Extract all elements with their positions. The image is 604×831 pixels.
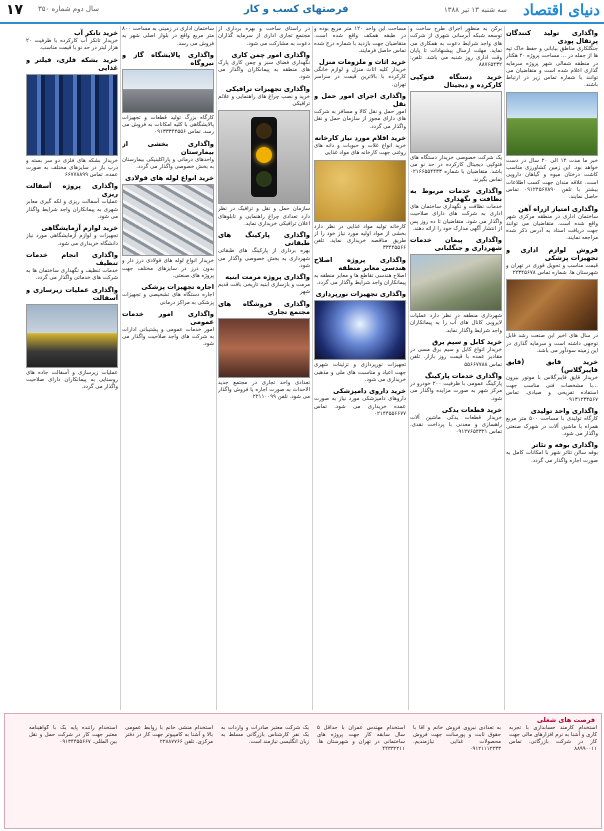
article-body: امور حمل و نقل کالا و مسافر به شرکت های دارای مجوز از سازمان حمل و نقل واگذار می گردد. [314,109,406,130]
classified-ad: استخدام منشی خانم با روابط عمومی بالا و آشنا به کامپیوتر جهت کار در دفتر مرکزی. تلفن ۲۲۸۸۷۷۶۶ [125,725,213,745]
article-headline: فروش لوازم اداری و تجهیزات پزشکی [506,245,598,262]
article-headline: واگذاری امتیاز ازراه آهن [518,204,598,213]
text-column [218,26,310,710]
classified-ad: استخدام مهندس عمران با حداقل ۵ سال سابقه کار جهت پروژه های ساختمانی در تهران و شهرستان ها. ۴۴۳۳۲۲۱۱ [317,725,405,752]
traffic-light-photo [218,110,310,204]
page-number: ۱۷ [6,2,24,18]
article-headline: واگذاری پیمان خدمات شهرداری و جنگلبانی [410,236,502,253]
article-body: بوفه سالن تئاتر شهر با امکانات کامل به صورت اجاره واگذار می گردد. [506,450,598,464]
issue-number: سال دوم شماره ۳۵۰ [38,5,99,13]
article-body: یک شرکت خصوصی خریدار دستگاه های فتوکپی دیجیتال کارکرده در حد نو می باشد. متقاضیان با شماره ۰۲۱۶۶۵۵۴۴۳۳ تماس بگیرند. [410,154,502,183]
article-headline: واگذاری فروشگاه های مجتمع تجاری [218,299,310,316]
publication-date: سه شنبه ۱۳ تیر ۱۳۸۸ [444,6,507,14]
article-body: خرید و نصب چراغ های راهنمایی و علائم ترافیکی [218,93,310,108]
article-headline: واگذاری امور خدمات عمومی [122,309,214,326]
column-divider [312,26,313,710]
article-body: جنگلکاری مناطق بیابانی و حفظ خاک تپه ها از جمله در ... مساحت پروژه ۲۰ هکتار در منطقه شمالی شهر پروژه سرمایه گذاری اعلام شده است و متقاضیان می توانند با شماره تماس زیر در ارتباط باشند. [506,46,598,89]
article-body: قیمت مناسب و تحویل فوری در تهران و شهرستان ها. شماره تماس ۲۲۳۴۵۶۷۸ [506,262,598,277]
article-body: برکن به منظور اجرای طرح ساخت و توسعه شبکه آبرسانی شهری از شرکت های واجد شرایط دعوت به همکاری می نماید. مهلت ارسال پیشنهادات تا پایان وقت اداری روز شنبه می باشد. تلفن: ۸۸۷۶۵۴۳۲ [410,26,502,69]
article-body: کارگاه بزرگ تولید قطعات و تجهیزات پالایشگاهی با کلیه امکانات به فروش می رسد. تماس ۰۹۱۳۳۳۴۴۵۵۶ [122,114,214,136]
article-body: اصلاح هندسی تقاطع ها و معابر منطقه به پیمانکاران واجد شرایط واگذار می گردد. [314,272,406,287]
article-body: کارگاه تولیدی با مساحت ۵۰۰ متر مربع همراه با ماشین آلات در شهرک صنعتی واگذار می شود. [506,416,598,438]
article-headline: واگذاری واحد تولیدی [530,407,598,416]
article-headline: واگذاری عملیات زیرسازی و آسفالت [26,285,118,302]
article-body: امور خدمات عمومی و پشتیبانی ادارات به شرکت های واجد صلاحیت واگذار می شود. [122,326,214,348]
text-column [26,26,118,710]
article-body: عملیات زیرسازی و آسفالت جاده های روستایی به پیمانکاران دارای صلاحیت واگذار می گردد. [26,369,118,391]
article-body: واحدهای درمانی و پاراکلینیکی بیمارستان به بخش خصوصی واگذار می گردد. [122,156,214,171]
article-headline: اجاره تجهیزات پزشکی [141,283,214,292]
page-header [0,0,604,24]
article-headline: واگذاری تجهیزات نورپردازی [315,290,406,299]
article-body: خدمات تنظیف و نگهداری ساختمان ها به شرکت های خدماتی واگذار می گردد. [26,267,118,282]
article-headline: واگذاری پروژه آسفالت ریزی [26,182,118,199]
article-headline: واگذاری تجهیزات ترافیکی [225,84,310,93]
column-divider [408,26,409,710]
article-body: خریدار کلیه اثاث منزل و لوازم خانگی کارکرده با بالاترین قیمت در سراسر تهران. [314,67,406,88]
article-headline: واگذاری پروژه مرمت ابنیه [225,273,310,282]
classified-ad: استخدام کارمند حسابداری با تجربه کاری و آشنا به نرم افزارهای مالی جهت کار در شرکت بازرگانی. تماس ۸۸۹۹۰۰۱۱ [509,725,597,752]
refinery-photo [122,69,214,113]
article-body: خریدار قایق فایبرگلاس با موتور بیرون ...با مشخصات فنی مناسب جهت استفاده تفریحی و صیادی. تماس ۰۹۱۳۱۲۳۴۵۶۷ [506,375,598,404]
wood-photo [506,279,598,331]
article-body: خریدار بشکه های فلزی دو سر بسته و درب باز در سایزهای مختلف به صورت عمده. تماس ۶۶۷۷۸۸۹۹ [26,157,118,179]
article-headline: خرید اقلام مورد نیاز کارخانه [314,133,406,142]
article-headline: واگذاری امور چمن کاری [231,50,310,59]
canal-photo [410,254,502,311]
classified-ad: یک شرکت معتبر صادرات و واردات به یک نفر کارشناس بازرگانی مسلط به زبان انگلیسی نیازمند است. [221,725,309,745]
article-body: خریدار انواع کابل و سیم برق مسی در مقادیر عمده با قیمت روز بازار. تلفن تماس ۵۵۶۶۷۷۸۸ [410,347,502,368]
article-body: بهره برداری از پارکینگ های طبقاتی شهرداری به بخش خصوصی واگذار می شود. [218,248,310,269]
article-headline: خرید کابل و سیم برق [432,338,502,347]
article-body: عملیات آسفالت ریزی و لکه گیری معابر شهری به پیمانکاران واجد شرایط واگذار می شود. [26,199,118,221]
article-headline: واگذاری اجرای امور حمل و نقل [314,92,406,109]
article-body: داروهای دامپزشکی مورد نیاز به صورت عمده خریداری می شود. تماس ۰۲۱۴۴۵۵۶۶۷۷ [314,396,406,417]
article-body: سازمان حمل و نقل و ترافیک در نظر دارد تعدادی چراغ راهنمایی و تابلوهای اعلان ترافیکی خریداری نماید. [218,206,310,227]
article-headline: خرید دستگاه فتوکپی کارکرده و دیجیتال [410,72,502,89]
lights-photo [314,300,406,360]
article-headline: واگذاری خدمات پارکینگ [424,371,502,380]
article-body: ساختمان اداری در زمینی به مساحت ۸۰۰ متر مربع واقع در بلوار اصلی شهر به فروش می رسد. [122,26,214,47]
article-headline: خرید قایق (قایق فایبرگلاس) [506,358,598,375]
article-headline: واگذاری پروژه اصلاح هندسی معابر منطقه [314,255,406,272]
column-divider [216,26,217,710]
text-column [410,26,502,710]
article-headline: خرید لوازم آزمایشگاهی [41,224,118,233]
article-headline: واگذاری انجام خدمات تنظیف [26,250,118,267]
article-body: تجهیزات نورپردازی و تزئینات شهری جهت اعیاد و مناسبت های ملی و مذهبی خریداری می شود. [314,362,406,383]
mall-photo [218,318,310,378]
article-body: خریدار تانکر آب کارکرده با ظرفیت ۲۰ هزار لیتر در حد نو با قیمت مناسب. [26,38,118,52]
article-body: خدمات نظافت و نگهداری ساختمان های اداری به شرکت های دارای صلاحیت واگذار می شود. متقاضیان تا ده روز پس از انتشار آگهی مدارک خود را ارائه دهند. [410,203,502,232]
ads-title: فرصت های شغلی [536,716,595,724]
column-divider [504,26,505,710]
pipes-photo [122,184,214,256]
article-headline: واگذاری بوفه و تئاتر [531,441,598,450]
article-body: شهرداری منطقه در نظر دارد عملیات لایروبی کانال های آب را به پیمانکاران واجد شرایط واگذار نماید. [410,313,502,334]
section-title: فرصتهای کسب و کار [244,4,349,15]
article-headline: خرید قطعات یدکی [441,405,502,414]
article-headline: خرید بشکه فلزی، فیلتر و غذایی [26,55,118,72]
article-body: تجهیزات و لوازم آزمایشگاهی مورد نیاز دانشگاه خریداری می شود. [26,233,118,247]
article-body: در راستای ساخت و بهره برداری از مجتمع تجاری اداری از سرمایه گذاران دعوت به مشارکت می شود. [218,26,310,47]
article-headline: خرید تانکر آب [74,29,118,37]
classified-ads-box [4,713,602,829]
barrels-photo [26,74,118,156]
article-body: مرمت و بازسازی ابنیه تاریخی بافت قدیم شهر [218,282,310,296]
article-body: خریدار قطعات یدکی ماشین آلات راهسازی و معدنی با پرداخت نقدی. تماس ۰۹۱۲۷۶۵۴۳۲۱ [410,414,502,436]
article-body: اجاره دستگاه های تشخیصی و تجهیزات پزشکی به مراکز درمانی [122,292,214,306]
classified-ad: استخدام راننده پایه یک با گواهینامه معتبر جهت کار در شرکت حمل و نقل بین المللی. ۰۹۱۳۴۴۵۵۶۶۷ [29,725,117,745]
text-column [506,26,598,710]
article-headline: واگذاری تولید کنندگان پرتقال پودی [506,29,598,45]
article-body: ساختمان اداری در منطقه مرکزی شهر واقع شده است. متقاضیان می توانند جهت دریافت اسناد به آدرس ذکر شده مراجعه نمایند. [506,213,598,242]
article-headline: واگذاری خدمات مربوط به نظافت و نگهداری [410,186,502,203]
article-headline: واگذاری بخشی از بیمارستان [122,139,214,156]
article-headline: واگذاری پارکینگ های طبقاتی [218,231,310,248]
article-body: نگهداری فضای سبز و چمن کاری پارک های منطقه به پیمانکاران واگذار می شود. [218,59,310,81]
grain-photo [314,160,406,222]
article-headline: خرید انواع لوله های فولادی [125,174,214,183]
article-body: خریدار انواع لوله های فولادی درز دار و بدون درز در سایزهای مختلف جهت پروژه های صنعتی. [122,258,214,279]
landscape-photo [506,92,598,156]
article-body: خبر ما مدت ۱۲ الی ۲۰ سال در دست خواهد بود. این زمین کشاورزی مناسب کاشت درختان میوه و گیاهان دارویی است. علاقه مندان جهت کسب اطلاعات بیشتر با تلفن ۰۹۱۲۴۵۶۷۸۹۰ تماس حاصل نمایند. [506,157,598,201]
article-body: کارخانه تولید مواد غذایی در نظر دارد بخشی از مواد اولیه مورد نیاز خود را از طریق مناقصه خریداری نماید. تلفن ۳۳۴۴۵۵۶۶ [314,223,406,252]
article-body: مساحت این واحد ۱۲۰ متر مربع بوده و در طبقه همکف واقع شده است. متقاضیان جهت بازدید با شماره درج شده تماس حاصل فرمایند. [314,26,406,54]
text-column [314,26,406,710]
article-body: در سال های اخیر این صنعت رشد قابل توجهی داشته است و سرمایه گذاری در این زمینه سودآور می باشد. [506,333,598,354]
article-body: تعدادی واحد تجاری در مجتمع جدید الاحداث به صورت اجاره یا فروش واگذار می شود. تلفن ۲۲۱۱۰۰۹۹ [218,379,310,401]
classified-ad: به تعدادی نیروی فروش خانم و آقا با حقوق ثابت و پورسانت جهت فروش محصولات غذایی نیازمندیم. ۰۹۱۲۱۱۱۲۲۳۳ [413,725,501,752]
copier-photo [410,91,502,153]
text-column [122,26,214,710]
roller-photo [26,304,118,368]
article-body: خرید انواع غلات و حبوبات و دانه های روغنی جهت کارخانه های مواد غذایی [314,142,406,157]
article-headline: خرید اثاث و ملزومات منزل [318,58,406,67]
article-headline: خرید داروی دامپزشکی [333,387,406,396]
article-headline: واگذاری پالایشگاه گاز و نیروگاه [122,50,214,67]
article-body: پارکینگ عمومی با ظرفیت ۲۰۰ خودرو در مرکز شهر به صورت مزایده واگذار می شود. [410,380,502,402]
column-divider [120,26,121,710]
article-columns [4,26,600,710]
newspaper-logo: دنیای اقتصاد [522,1,600,19]
